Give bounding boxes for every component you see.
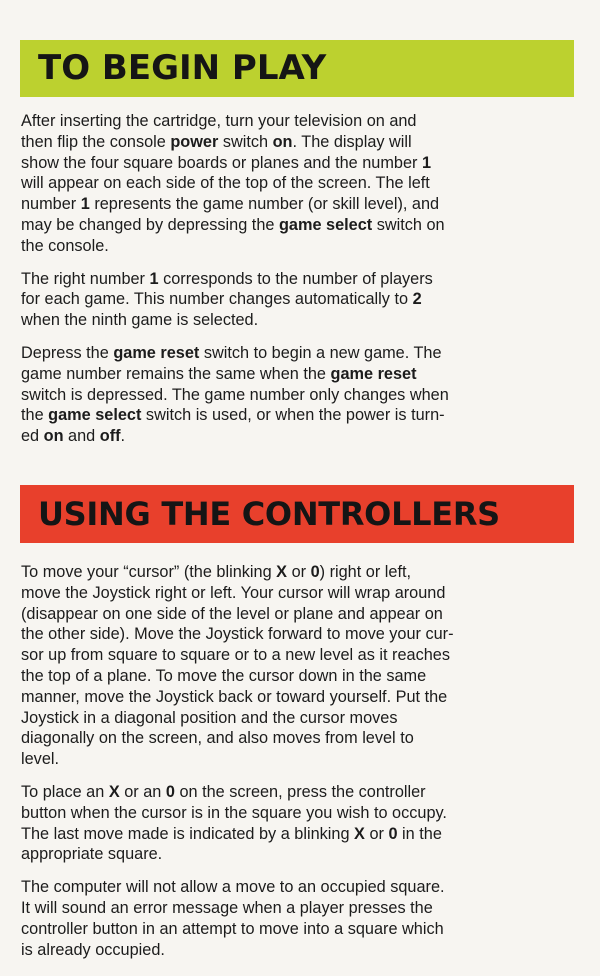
text-line: [21, 728, 581, 749]
text-run: appropriate square.: [21, 845, 163, 864]
section-body-begin-play: [21, 111, 581, 459]
bold-term: game select: [48, 406, 142, 425]
body-paragraph: [21, 877, 581, 960]
text-run: show the four square boards or planes and the number: [21, 153, 422, 172]
section-heading-text: USING THE CONTROLLERS: [38, 495, 500, 533]
text-line: [21, 877, 581, 898]
text-run: may be changed by depressing the: [21, 215, 279, 234]
text-run: switch to begin a new game. The: [199, 343, 442, 362]
text-line: [21, 898, 581, 919]
text-run: then flip the console: [21, 132, 171, 151]
body-paragraph: [21, 562, 581, 770]
bold-term: 1: [80, 195, 90, 214]
text-run: switch is depressed. The game number only changes when: [21, 385, 449, 404]
text-run: manner, move the Joystick back or toward yourself. Put the: [21, 687, 448, 706]
text-run: Depress the: [21, 343, 114, 362]
text-run: or: [364, 824, 389, 843]
section-heading-using-controllers: [20, 485, 574, 543]
text-run: number: [21, 195, 81, 214]
text-run: the top of a plane. To move the cursor down in the same: [21, 666, 427, 685]
text-line: [21, 405, 581, 426]
text-line: [21, 687, 581, 708]
text-run: move the Joystick right or left. Your cursor will wrap around: [21, 583, 446, 602]
text-line: [21, 940, 581, 961]
bold-term: 2: [412, 290, 422, 309]
body-paragraph: [21, 111, 581, 257]
text-run: controller button in an attempt to move into a square which: [21, 919, 444, 938]
text-line: [21, 310, 581, 331]
text-line: [21, 364, 581, 385]
text-run: or: [287, 563, 311, 581]
section-heading-begin-play: [20, 40, 574, 97]
body-paragraph: [21, 782, 581, 865]
text-line: [21, 708, 581, 729]
text-line: [21, 426, 581, 447]
bold-term: game reset: [113, 343, 200, 362]
text-run: or an: [119, 782, 166, 801]
text-run: level.: [21, 750, 60, 769]
bold-term: 0: [310, 563, 320, 581]
text-line: [21, 153, 581, 174]
text-line: [21, 782, 581, 803]
body-paragraph: [21, 343, 581, 447]
text-run: corresponds to the number of players: [158, 269, 433, 288]
text-line: [21, 215, 581, 236]
text-run: switch on: [372, 215, 445, 234]
text-run: the console.: [21, 236, 109, 255]
text-line: [21, 194, 581, 215]
text-line: [21, 666, 581, 687]
bold-term: game reset: [330, 364, 417, 383]
bold-term: X: [354, 824, 365, 843]
text-run: To move your “cursor” (the blinking: [21, 563, 277, 581]
text-run: It will sound an error message when a player presses the: [21, 898, 433, 917]
text-run: will appear on each side of the top of the screen. The left: [21, 174, 430, 193]
text-run: The right number: [21, 269, 150, 288]
text-line: [21, 624, 581, 645]
text-run: switch is used, or when the power is turn-: [141, 406, 445, 425]
text-line: [21, 173, 581, 194]
text-run: when the ninth game is selected.: [21, 311, 259, 330]
bold-term: 0: [388, 824, 398, 843]
body-paragraph: [21, 269, 581, 331]
text-line: [21, 269, 581, 290]
text-run: (disappear on one side of the level or plane and appear on: [21, 604, 443, 623]
text-line: [21, 132, 581, 153]
text-run: button when the cursor is in the square you wish to occupy.: [21, 803, 447, 822]
bold-term: 1: [421, 153, 432, 172]
bold-term: on: [272, 132, 293, 151]
text-run: in the: [397, 824, 442, 843]
text-run: game number remains the same when the: [21, 364, 331, 383]
text-run: and: [63, 427, 100, 446]
text-line: [21, 749, 581, 770]
text-run: After inserting the cartridge, turn your television on and: [21, 112, 417, 130]
text-line: [21, 562, 581, 583]
bold-term: off: [99, 427, 121, 446]
text-line: [21, 343, 581, 364]
bold-term: power: [170, 132, 219, 151]
text-run: for each game. This number changes automatically to: [21, 290, 413, 309]
text-run: ) right or left,: [319, 563, 412, 581]
text-line: [21, 111, 581, 132]
text-line: [21, 824, 581, 845]
text-run: diagonally on the screen, and also moves from level to: [21, 729, 414, 748]
bold-term: on: [43, 427, 64, 446]
text-line: [21, 604, 581, 625]
text-run: switch: [218, 132, 273, 151]
text-run: The computer will not allow a move to an occupied square.: [21, 878, 445, 897]
text-line: [21, 385, 581, 406]
text-run: .: [120, 427, 126, 446]
text-run: Joystick in a diagonal position and the cursor moves: [21, 708, 398, 727]
text-line: [21, 919, 581, 940]
text-line: [21, 289, 581, 310]
bold-term: X: [276, 563, 288, 581]
text-run: sor up from square to square or to a new level as it reaches: [21, 646, 450, 665]
bold-term: X: [108, 782, 120, 801]
text-run: is already occupied.: [21, 940, 165, 959]
section-body-using-controllers: [21, 562, 581, 972]
text-run: ed: [21, 427, 44, 446]
text-run: the: [21, 406, 49, 425]
text-line: [21, 645, 581, 666]
section-heading-text: TO BEGIN PLAY: [38, 48, 327, 88]
text-run: To place an: [21, 782, 109, 801]
text-line: [21, 236, 581, 257]
text-run: the other side). Move the Joystick forward to move your cur-: [21, 625, 454, 644]
text-line: [21, 803, 581, 824]
text-run: . The display will: [292, 132, 412, 151]
bold-term: game select: [278, 215, 373, 234]
text-run: on the screen, press the controller: [174, 782, 426, 801]
text-run: represents the game number (or skill level), and: [89, 195, 440, 214]
text-line: [21, 583, 581, 604]
text-run: The last move made is indicated by a blinking: [21, 824, 355, 843]
bold-term: 0: [165, 782, 175, 801]
text-line: [21, 844, 581, 865]
bold-term: 1: [149, 269, 159, 288]
